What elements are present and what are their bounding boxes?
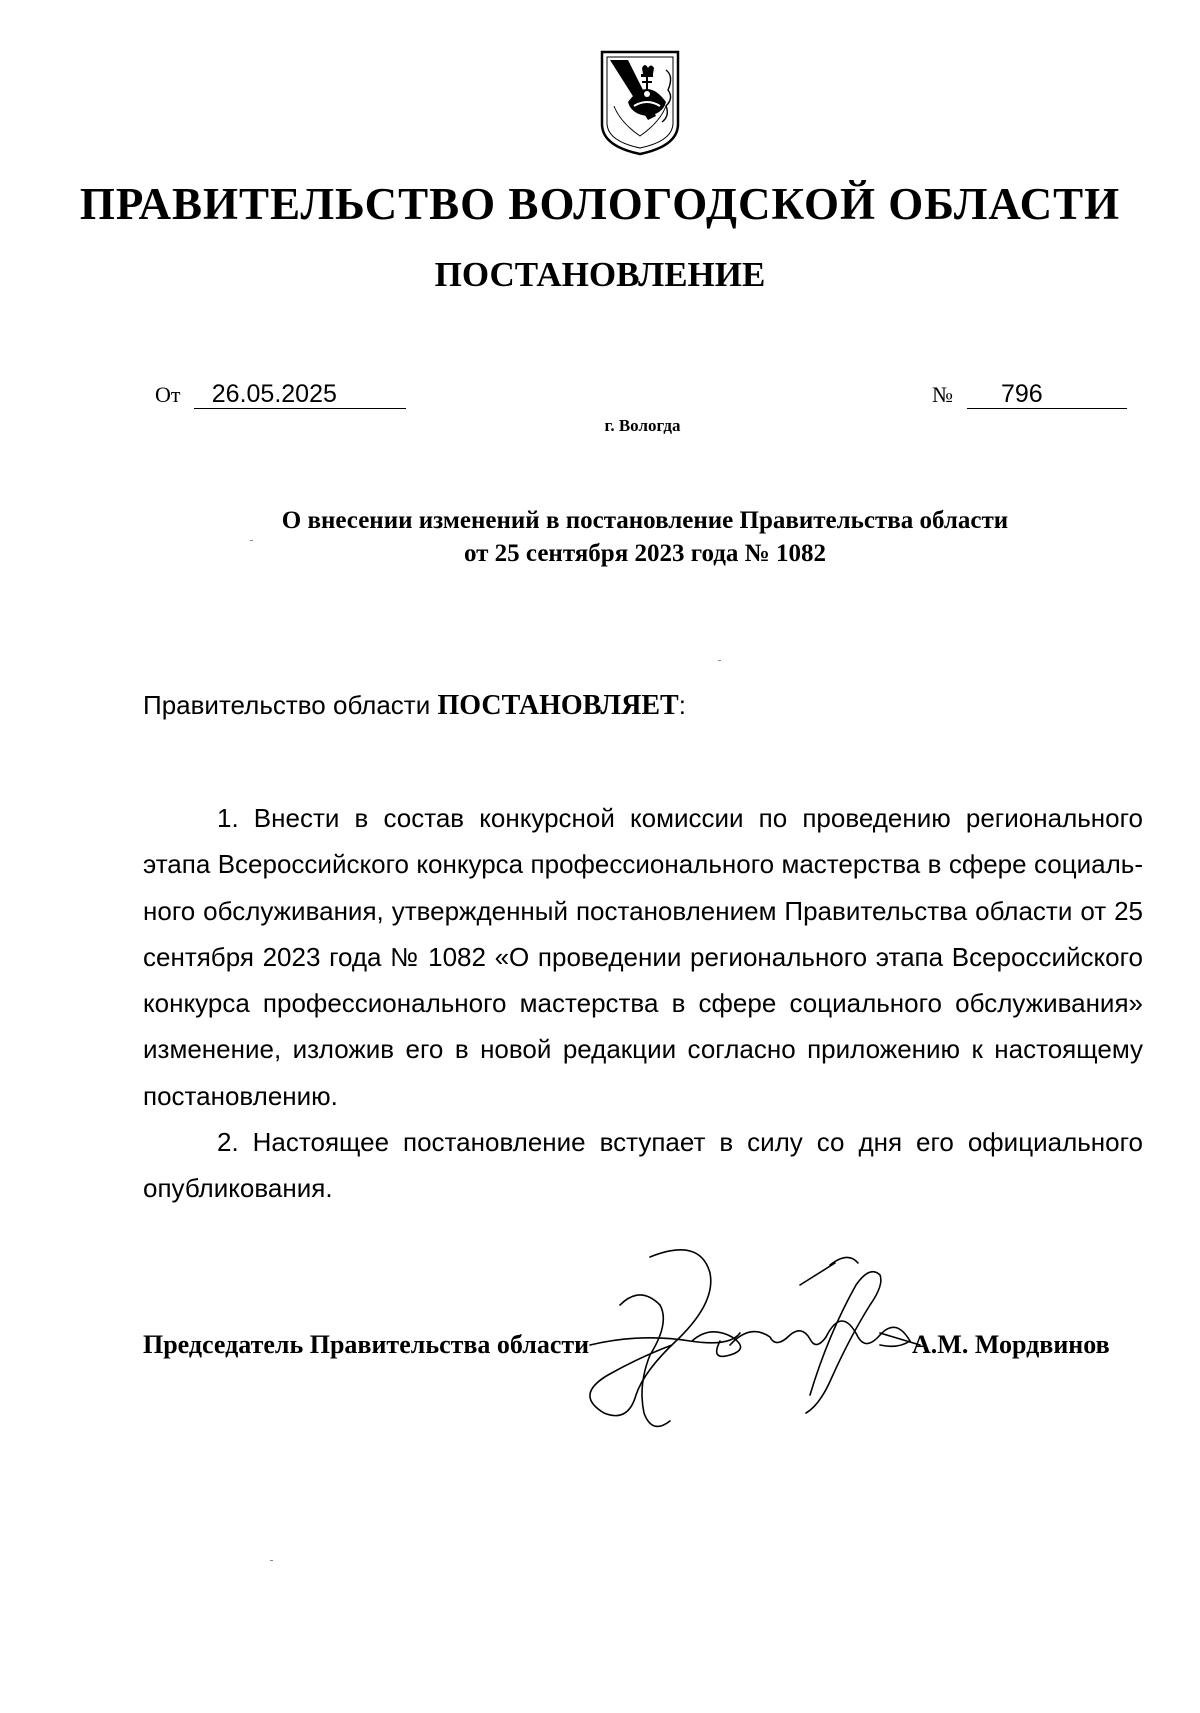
- date-label: От: [155, 382, 181, 407]
- number-field: [932, 380, 1127, 409]
- organization-title: ПРАВИТЕЛЬСТВО ВОЛОГОДСКОЙ ОБЛАСТИ: [79, 179, 1121, 229]
- handwritten-signature-icon: [580, 1245, 940, 1445]
- document-type: ПОСТАНОВЛЕНИЕ: [434, 255, 766, 294]
- decree-verb: ПОСТАНОВЛЯЕТ: [437, 690, 679, 721]
- date-field: [155, 380, 406, 409]
- date-value: 26.05.2025: [194, 380, 406, 409]
- number-value: 796: [967, 380, 1127, 409]
- paragraph-2: 2. Настоящее постановление вступает в силу со дня его официального опубликования.: [143, 1127, 1143, 1204]
- subject-line-2: от 25 сентября 2023 года № 1082: [463, 540, 827, 567]
- coat-of-arms-icon: [598, 46, 682, 158]
- signatory-name: А.М. Мордвинов: [912, 1330, 1110, 1359]
- scan-speck: [718, 660, 721, 661]
- number-label: №: [932, 382, 953, 407]
- city-label: г. Вологда: [604, 416, 681, 435]
- decree-prefix: Правительство области: [143, 690, 438, 720]
- scan-speck: [250, 540, 253, 541]
- scan-speck: [270, 1560, 273, 1561]
- subject-line-1: О внесении изменений в постановление Правительства области: [281, 507, 1009, 534]
- paragraph-1: 1. Внести в состав конкурсной комиссии по проведению регионального этапа Всероссийского конкурса профессионального мастерства в сфере социального обслуживания, утвержденный постановлением Правительства области от 25 сентября 2023 года № 1082 «О проведении регионального этапа Всероссийского конкурса профессионального мастерства в сфере социального обслуживания» изменение, изложив его в новой редакции согласно приложению к настоящему постановлению.: [143, 803, 1143, 1111]
- document-subject: [0, 504, 1200, 570]
- decree-line: [143, 690, 686, 722]
- decree-suffix: :: [678, 690, 686, 720]
- document-body: [143, 795, 1143, 1212]
- signatory-position: Председатель Правительства области: [143, 1330, 590, 1359]
